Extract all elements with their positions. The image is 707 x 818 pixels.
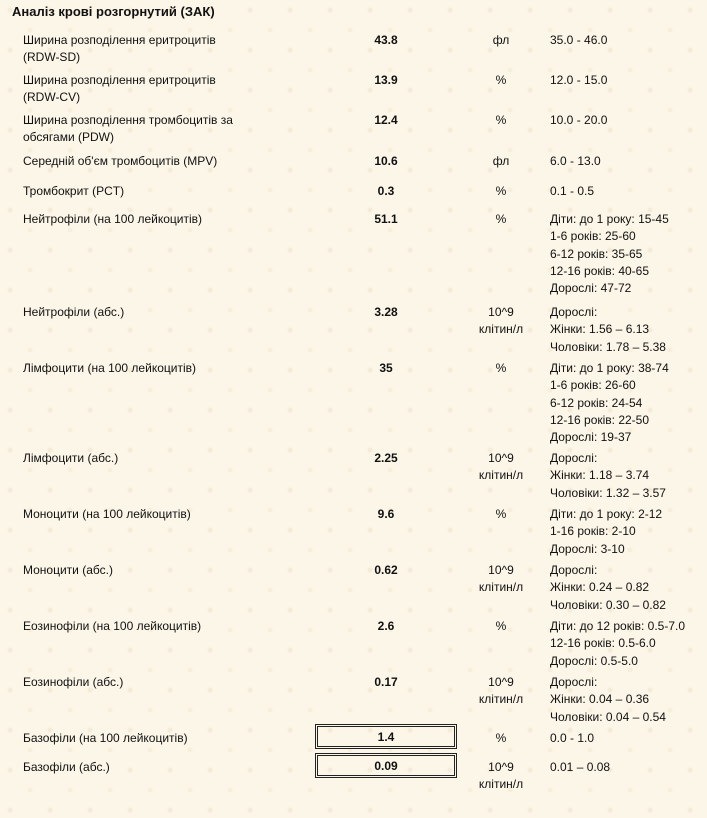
test-name: Нейтрофіли (на 100 лейкоцитів) [23,212,202,226]
reference-range [550,730,705,747]
reference-line: 10.0 - 20.0 [550,113,608,127]
test-name: Моноцити (абс.) [23,563,113,577]
reference-line: Чоловіки: 0.30 – 0.82 [550,597,666,612]
unit: 10^9 клітин/л [478,675,524,706]
reference-line: Дорослі: 19-37 [550,430,632,445]
reference-line: 12-16 років: 22-50 [550,412,650,427]
reference-line: 6-12 років: 24-54 [550,395,643,410]
unit: 10^9 клітин/л [478,451,524,482]
test-name: Ширина розподілення еритроцитів (RDW-SD) [23,33,216,64]
test-name: Ширина розподілення тромбоцитів за обсягами (PDW) [23,113,233,144]
reference-range [550,450,705,502]
reference-line: Діти: до 12 років: 0.5-7.0 [550,619,686,633]
unit: 10^9 клітин/л [478,563,524,594]
reference-line: 12.0 - 15.0 [550,73,608,87]
test-name: Нейтрофіли (абс.) [23,305,125,319]
reference-range [550,562,705,614]
result-value: 2.6 [377,619,395,633]
reference-line: Діти: до 1 року: 2-12 [550,507,663,521]
reference-range [550,112,705,129]
flagged-result-value: 1.4 [315,724,457,749]
reference-range [550,32,705,49]
reference-line: 0.1 - 0.5 [550,184,595,198]
reference-line: 0.01 – 0.08 [550,760,611,774]
reference-line: Жінки: 0.04 – 0.36 [550,692,650,707]
reference-line: Дорослі: [550,451,598,465]
test-name: Еозинофіли (на 100 лейкоцитів) [23,619,202,633]
section-title: Аналіз крові розгорнутий (ЗАК) [12,4,215,19]
reference-range [550,618,705,670]
reference-line: Жінки: 1.18 – 3.74 [550,468,650,483]
unit: % [495,212,507,226]
reference-line: Чоловіки: 1.32 – 3.57 [550,485,666,500]
reference-range [550,304,705,356]
reference-line: Діти: до 1 року: 15-45 [550,212,669,226]
result-value: 9.6 [377,507,395,521]
reference-range [550,153,705,170]
test-name: Лімфоцити (абс.) [23,451,119,465]
result-value: 0.3 [377,184,395,198]
result-value: 10.6 [374,154,398,168]
result-value: 3.28 [374,305,398,319]
test-name: Тромбокрит (PCT) [23,184,125,198]
reference-line: Дорослі: [550,563,598,577]
reference-range [550,72,705,89]
reference-line: Жінки: 1.56 – 6.13 [550,322,650,337]
reference-line: Дорослі: 3-10 [550,541,625,556]
reference-line: 1-16 років: 2-10 [550,524,636,539]
reference-range [550,506,705,558]
reference-line: Чоловіки: 1.78 – 5.38 [550,339,666,354]
reference-range [550,674,705,726]
test-name: Лімфоцити (на 100 лейкоцитів) [23,361,196,375]
reference-line: Дорослі: [550,305,598,319]
reference-line: Дорослі: 0.5-5.0 [550,653,638,668]
reference-line: Дорослі: 47-72 [550,281,632,296]
reference-range [550,759,705,776]
result-value: 35 [379,361,393,375]
test-name: Середній об'єм тромбоцитів (MPV) [23,154,218,168]
result-value: 2.25 [374,451,398,465]
result-value: 43.8 [374,33,398,47]
reference-line: Дорослі: [550,675,598,689]
test-name: Базофіли (абс.) [23,760,110,774]
unit: % [495,619,507,633]
reference-line: 12-16 років: 40-65 [550,263,650,278]
reference-line: 12-16 років: 0.5-6.0 [550,636,656,651]
unit: % [495,73,507,87]
unit: % [495,731,507,745]
unit: % [495,113,507,127]
unit: фл [492,154,510,168]
unit: % [495,507,507,521]
reference-line: Чоловіки: 0.04 – 0.54 [550,709,666,724]
reference-line: 6.0 - 13.0 [550,154,601,168]
result-value: 0.17 [374,675,398,689]
reference-range [550,183,705,200]
result-value: 13.9 [374,73,398,87]
unit: % [495,184,507,198]
test-name: Базофіли (на 100 лейкоцитів) [23,731,188,745]
reference-line: 1-6 років: 26-60 [550,378,636,393]
unit: 10^9 клітин/л [478,760,524,791]
test-name: Ширина розподілення еритроцитів (RDW-CV) [23,73,216,104]
reference-range [550,360,705,446]
result-value: 0.62 [374,563,398,577]
reference-line: 0.0 - 1.0 [550,731,595,745]
reference-line: 6-12 років: 35-65 [550,246,643,261]
test-name: Еозинофіли (абс.) [23,675,124,689]
result-value: 51.1 [374,212,398,226]
unit: 10^9 клітин/л [478,305,524,336]
reference-line: Жінки: 0.24 – 0.82 [550,580,650,595]
reference-range [550,211,705,297]
result-value: 12.4 [374,113,398,127]
flagged-result-value: 0.09 [315,753,457,778]
unit: фл [492,33,510,47]
unit: % [495,361,507,375]
reference-line: 35.0 - 46.0 [550,33,608,47]
test-name: Моноцити (на 100 лейкоцитів) [23,507,191,521]
reference-line: Діти: до 1 року: 38-74 [550,361,669,375]
reference-line: 1-6 років: 25-60 [550,229,636,244]
